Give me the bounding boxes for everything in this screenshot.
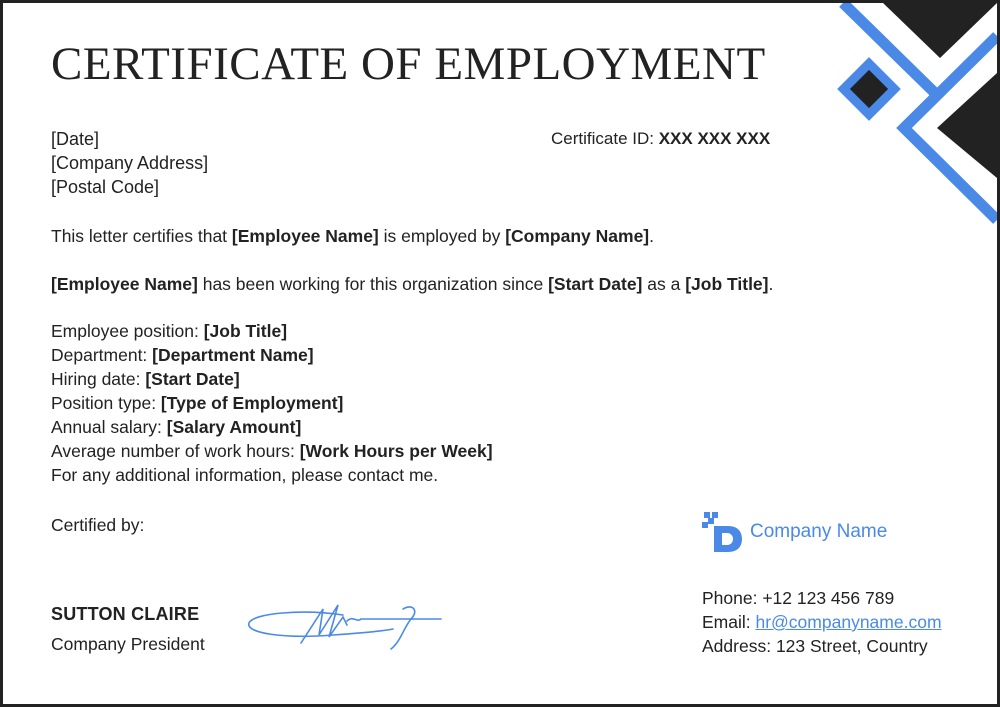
detail-row-position xyxy=(51,319,493,343)
text: . xyxy=(768,274,774,294)
signature-icon xyxy=(243,595,443,655)
detail-value: [Work Hours per Week] xyxy=(299,441,493,461)
address-label: Address: xyxy=(702,636,776,656)
company-address-field: [Company Address] xyxy=(51,153,209,173)
certificate-id-label: Certificate ID: xyxy=(551,129,659,148)
detail-row-salary xyxy=(51,415,493,439)
email-link[interactable]: hr@companyname.com xyxy=(755,612,942,632)
certificate-id-value: XXX XXX XXX xyxy=(658,129,771,148)
corner-decoration-icon xyxy=(837,3,997,233)
detail-value: [Salary Amount] xyxy=(166,417,302,437)
employee-name-placeholder: [Employee Name] xyxy=(231,226,379,246)
detail-label: Hiring date: xyxy=(51,369,146,389)
phone-row xyxy=(702,586,942,610)
detail-row-work-hours xyxy=(51,439,493,463)
address-block xyxy=(51,127,208,199)
page-title: CERTIFICATE OF EMPLOYMENT xyxy=(51,38,766,90)
detail-value: [Department Name] xyxy=(152,345,314,365)
phone-label: Phone: xyxy=(702,588,763,608)
certificate-page xyxy=(3,3,997,704)
date-field: [Date] xyxy=(51,129,100,149)
company-name-placeholder: [Company Name] xyxy=(505,226,650,246)
employment-details xyxy=(51,319,493,487)
detail-row-hiring-date xyxy=(51,367,493,391)
detail-label: Position type: xyxy=(51,393,161,413)
detail-value: [Type of Employment] xyxy=(160,393,344,413)
start-date-placeholder: [Start Date] xyxy=(548,274,643,294)
detail-label: Average number of work hours: xyxy=(51,441,300,461)
certification-paragraph xyxy=(51,224,654,248)
certificate-id xyxy=(551,127,770,151)
detail-row-department xyxy=(51,343,493,367)
email-label: Email: xyxy=(702,612,756,632)
detail-value: [Job Title] xyxy=(203,321,288,341)
closing-line: For any additional information, please contact me. xyxy=(51,465,439,485)
text: . xyxy=(649,226,655,246)
signer-role: Company President xyxy=(51,634,205,654)
email-row xyxy=(702,610,942,634)
company-name: Company Name xyxy=(750,521,888,542)
text: This letter certifies that xyxy=(51,226,232,246)
detail-value: [Start Date] xyxy=(145,369,240,389)
contact-block xyxy=(702,586,942,658)
certified-by-label: Certified by: xyxy=(51,515,145,535)
detail-row-position-type xyxy=(51,391,493,415)
signer-name: SUTTON CLAIRE xyxy=(51,604,200,624)
text: has been working for this organization since xyxy=(197,274,549,294)
address-value: 123 Street, Country xyxy=(775,636,928,656)
text: as a xyxy=(642,274,686,294)
company-logo xyxy=(702,512,887,552)
postal-code-field: [Postal Code] xyxy=(51,177,160,197)
job-title-placeholder: [Job Title] xyxy=(685,274,769,294)
pixel-d-logo-icon xyxy=(702,512,742,552)
address-row xyxy=(702,634,942,658)
detail-label: Employee position: xyxy=(51,321,204,341)
detail-label: Annual salary: xyxy=(51,417,167,437)
detail-label: Department: xyxy=(51,345,153,365)
text: is employed by xyxy=(378,226,506,246)
employment-paragraph xyxy=(51,272,773,296)
phone-value: +12 123 456 789 xyxy=(762,588,895,608)
employee-name-placeholder: [Employee Name] xyxy=(51,274,198,294)
